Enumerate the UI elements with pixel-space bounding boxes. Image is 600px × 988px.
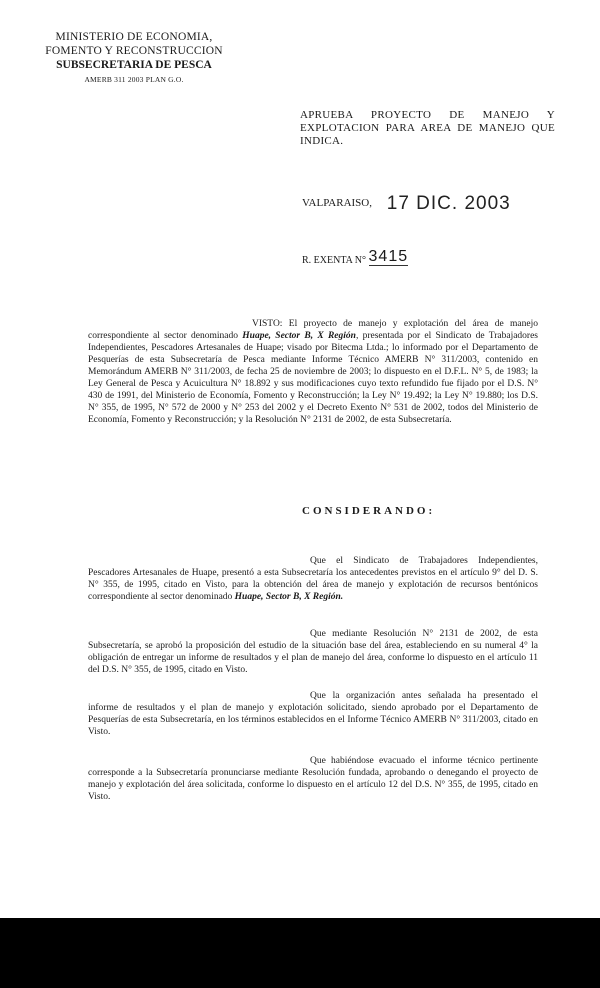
considerando-title: CONSIDERANDO: — [302, 505, 436, 517]
visto-paragraph — [88, 318, 538, 426]
resolution-number-line — [302, 250, 408, 268]
date-place: VALPARAISO, — [302, 197, 372, 209]
scan-border — [0, 918, 600, 988]
visto-emphasis: Huape, Sector B, X Región — [242, 331, 356, 341]
considerando-1-text: Que el Sindicato de Trabajadores Independientes, Pescadores Artesanales de Huape, presentó a esta Subsecretaría los antecedentes previstos en el artículo 9° del D. S. N° 355, de 1995, citado en Visto, para la obtención del área de manejo y explotación de recursos bentónicos correspondiente al sector denominado — [88, 556, 538, 602]
considerando-1 — [88, 555, 538, 603]
resolution-label: R. EXENTA N° — [302, 255, 367, 266]
ministry-line: MINISTERIO DE ECONOMIA, — [55, 31, 213, 43]
considerando-4 — [88, 755, 538, 803]
considerando-1-emphasis: Huape, Sector B, X Región. — [234, 592, 344, 602]
considerando-3-text: Que la organización antes señalada ha presentado el informe de resultados y el plan de manejo y explotación solicitado, siendo aprobado por el Departamento de Pesquerías de esta Subsecretaría, en los términos establecidos en el Informe Técnico AMERB N° 311/2003, citado en Visto. — [88, 691, 538, 737]
considerando-2 — [88, 628, 538, 676]
reference-code: AMERB 311 2003 PLAN G.O. — [84, 75, 184, 84]
considerando-4-text: Que habiéndose evacuado el informe técnico pertinente corresponde a la Subsecretaría pronunciarse mediante Resolución fundada, aprobando o denegando el proyecto de manejo y explotación del área solicitada, conforme lo dispuesto en el artículo 12 del D.S. N° 355, de 1995, citado en Visto. — [88, 756, 538, 802]
subject-heading: APRUEBA PROYECTO DE MANEJO Y EXPLOTACION PARA AREA DE MANEJO QUE INDICA. — [300, 109, 555, 147]
considerando-3 — [88, 690, 538, 738]
date-line — [302, 190, 511, 212]
subsecretaria-line: SUBSECRETARIA DE PESCA — [56, 59, 212, 71]
date-stamp: 17 DIC. 2003 — [386, 193, 511, 214]
visto-text-2: , presentada por el Sindicato de Trabajadores Independientes, Pescadores Artesanales de Huape; visado por Bitecma Ltda.; lo informado por el Departamento de Pesquerías de esta Subsecretaría de Pesca mediante Informe Técnico AMERB N° 311/2003, contenido en Memorándum AMERB N° 311/2003, de fecha 25 de noviembre de 2003; lo dispuesto en el D.F.L. N° 5, de 1983; la Ley General de Pesca y Acuicultura N° 18.892 y sus modificaciones cuyo texto refundido fue fijado por el D.S. N° 430 de 1991, del Ministerio de Economía, Fomento y Reconstrucción; la Ley N° 19.492; la Ley N° 19.880; los D.S. N° 355, de 1995, N° 572 de 2000 y N° 253 del 2002 y el Decreto Exento N° 531 de 2002, todos del Ministerio de Economía, Fomento y Reconstrucción; y la Resolución N° 2131 de 2002, de esta Subsecretaría. — [88, 331, 538, 425]
resolution-number: 3415 — [368, 248, 409, 265]
considerando-2-text: Que mediante Resolución N° 2131 de 2002, de esta Subsecretaría, se aprobó la proposición del estudio de la situación base del área, estableciendo en su numeral 4° la obligación de entregar un informe de resultados y el plan de manejo del área, conforme lo dispuesto en el artículo 11 del D.S. N° 355, de 1995, citado en Visto. — [88, 629, 538, 675]
visto-text-1: VISTO: El proyecto de manejo y explotación del área de manejo correspondiente al sector denominado — [88, 319, 538, 341]
ministry-line-2: FOMENTO Y RECONSTRUCCION — [45, 45, 223, 57]
letterhead — [34, 30, 234, 87]
